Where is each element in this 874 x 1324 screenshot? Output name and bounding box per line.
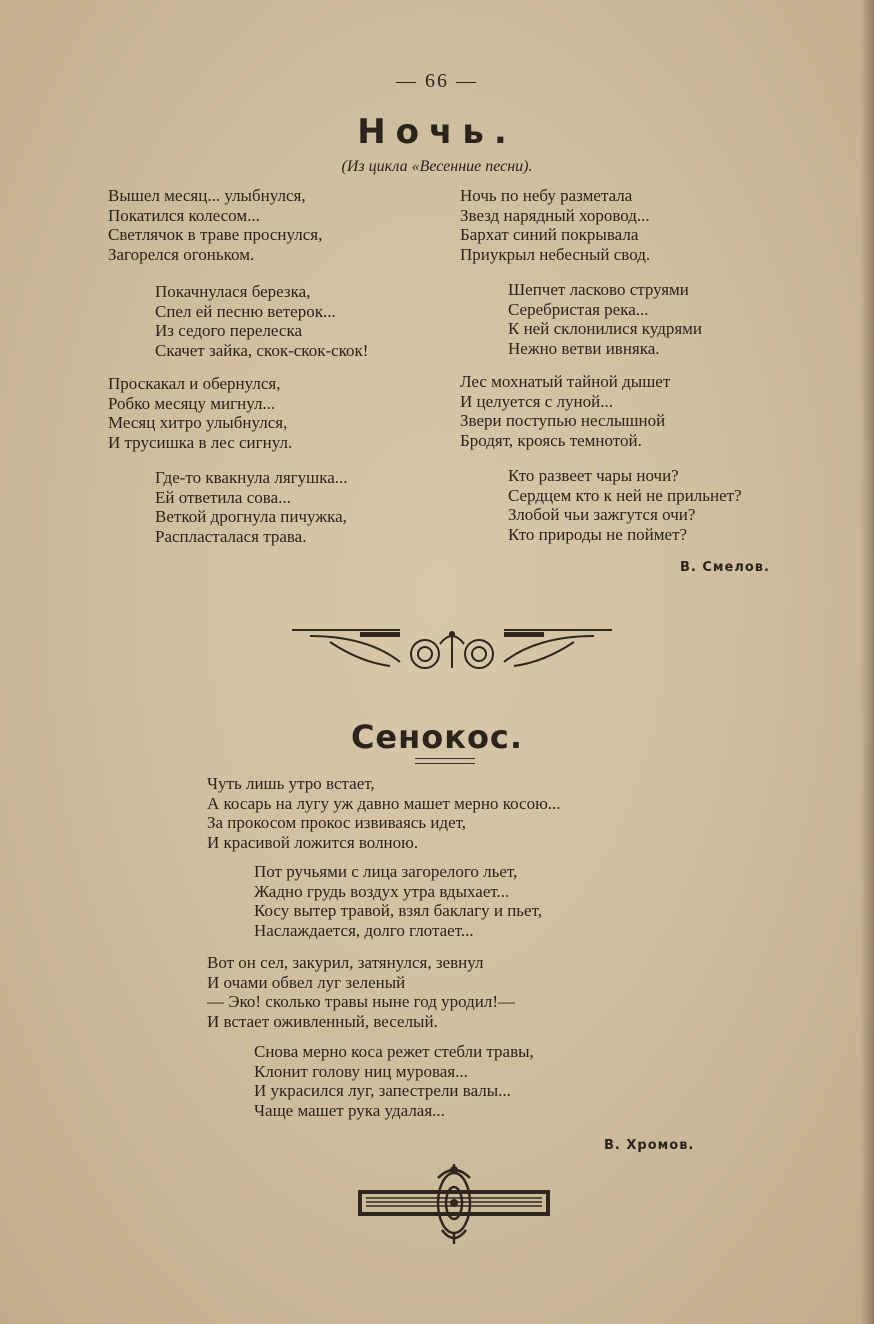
verse-line: И целуется с луной... xyxy=(460,391,613,411)
poem1-right-stanza-2 xyxy=(508,280,702,358)
verse-line: Косу вытер травой, взял баклагу и пьет, xyxy=(254,901,542,920)
poem2-stanza-3 xyxy=(207,953,515,1031)
poem1-author: В. Смелов. xyxy=(680,560,770,575)
verse-line: Покатился колесом... xyxy=(108,205,260,225)
verse-line: Распласталася трава. xyxy=(155,526,307,546)
verse-line: Светлячок в траве проснулся, xyxy=(108,225,323,244)
poem1-right-stanza-3 xyxy=(460,372,670,450)
poem1-left-stanza-1 xyxy=(108,186,322,264)
verse-line: Наслаждается, долго глотает... xyxy=(254,920,474,940)
verse-line: Робко месяцу мигнул... xyxy=(108,393,276,413)
verse-line: Приукрыл небесный свод. xyxy=(460,244,651,264)
verse-line: И украсился луг, запестрели валы... xyxy=(254,1081,511,1100)
verse-line: Месяц хитро улыбнулся, xyxy=(108,413,288,432)
verse-line: Снова мерно коса режет стебли травы, xyxy=(254,1042,534,1061)
poem2-stanza-1 xyxy=(207,774,561,852)
ornament-tailpiece-icon xyxy=(356,1160,552,1248)
verse-line: Шепчет ласково струями xyxy=(508,280,689,299)
verse-line: Клонит голову ниц муровая... xyxy=(254,1061,468,1081)
verse-line: И трусишка в лес сигнул. xyxy=(108,432,293,452)
verse-line: И красивой ложится волною. xyxy=(207,832,419,852)
poem1-left-stanza-4 xyxy=(155,468,348,546)
poem2-author: В. Хромов. xyxy=(604,1138,695,1153)
verse-line: Вот он сел, закурил, затянулся, зевнул xyxy=(207,953,484,972)
verse-line: Скачет зайка, скок-скок-скок! xyxy=(155,340,369,360)
verse-line: За прокосом прокос извиваясь идет, xyxy=(207,813,467,832)
verse-line: Проскакал и обернулся, xyxy=(108,374,281,393)
verse-line: Лес мохнатый тайной дышет xyxy=(460,372,671,391)
page-edge-shadow xyxy=(860,0,874,1324)
poem1-right-stanza-1 xyxy=(460,186,650,264)
poem2-stanza-2 xyxy=(254,862,542,940)
verse-line: Ночь по небу разметала xyxy=(460,186,633,205)
verse-line: Бархат синий покрывала xyxy=(460,225,639,244)
verse-line: Злобой чьи зажгутся очи? xyxy=(508,505,696,524)
poem1-left-stanza-2 xyxy=(155,282,368,360)
poem1-left-stanza-3 xyxy=(108,374,292,452)
verse-line: К ней склонилися кудрями xyxy=(508,319,703,338)
verse-line: Веткой дрогнула пичужка, xyxy=(155,507,347,526)
verse-line: И очами обвел луг зеленый xyxy=(207,972,406,992)
verse-line: Кто природы не поймет? xyxy=(508,524,688,544)
verse-line: Ей ответила сова... xyxy=(155,487,291,507)
verse-line: Кто развеет чары ночи? xyxy=(508,466,679,485)
verse-line: Чаще машет рука удалая... xyxy=(254,1100,445,1120)
verse-line: А косарь на лугу уж давно машет мерно косою... xyxy=(207,793,561,813)
poem1-subtitle: (Из цикла «Весенние песни). xyxy=(341,158,533,175)
verse-line: Чуть лишь утро встает, xyxy=(207,774,375,793)
verse-line: Сердцем кто к ней не прильнет? xyxy=(508,485,742,505)
verse-line: Спел ей песню ветерок... xyxy=(155,301,336,321)
verse-line: Звезд нарядный хоровод... xyxy=(460,205,650,225)
poem2-stanza-4 xyxy=(254,1042,534,1120)
verse-line: Бродят, кроясь темнотой. xyxy=(460,430,642,450)
page-number: — 66 — xyxy=(396,70,478,92)
verse-line: И встает оживленный, веселый. xyxy=(207,1011,438,1031)
verse-line: — Эко! сколько травы ныне год уродил!— xyxy=(207,992,516,1011)
verse-line: Пот ручьями с лица загорелого льет, xyxy=(254,862,518,881)
poem1-right-stanza-4 xyxy=(508,466,742,544)
verse-line: Из седого перелеска xyxy=(155,321,302,340)
verse-line: Покачнулася березка, xyxy=(155,282,311,301)
poem1-title: Ночь. xyxy=(357,112,517,152)
verse-line: Загорелся огоньком. xyxy=(108,244,255,264)
verse-line: Нежно ветви ивняка. xyxy=(508,338,660,358)
poem2-title: Сенокос. xyxy=(350,718,524,756)
verse-line: Звери поступью неслышной xyxy=(460,411,666,430)
ornament-divider-icon xyxy=(290,622,614,674)
verse-line: Вышел месяц... улыбнулся, xyxy=(108,186,306,205)
verse-line: Где-то квакнула лягушка... xyxy=(155,468,348,487)
verse-line: Серебристая река... xyxy=(508,299,649,319)
verse-line: Жадно грудь воздух утра вдыхает... xyxy=(254,881,510,901)
title-underline xyxy=(415,758,475,764)
